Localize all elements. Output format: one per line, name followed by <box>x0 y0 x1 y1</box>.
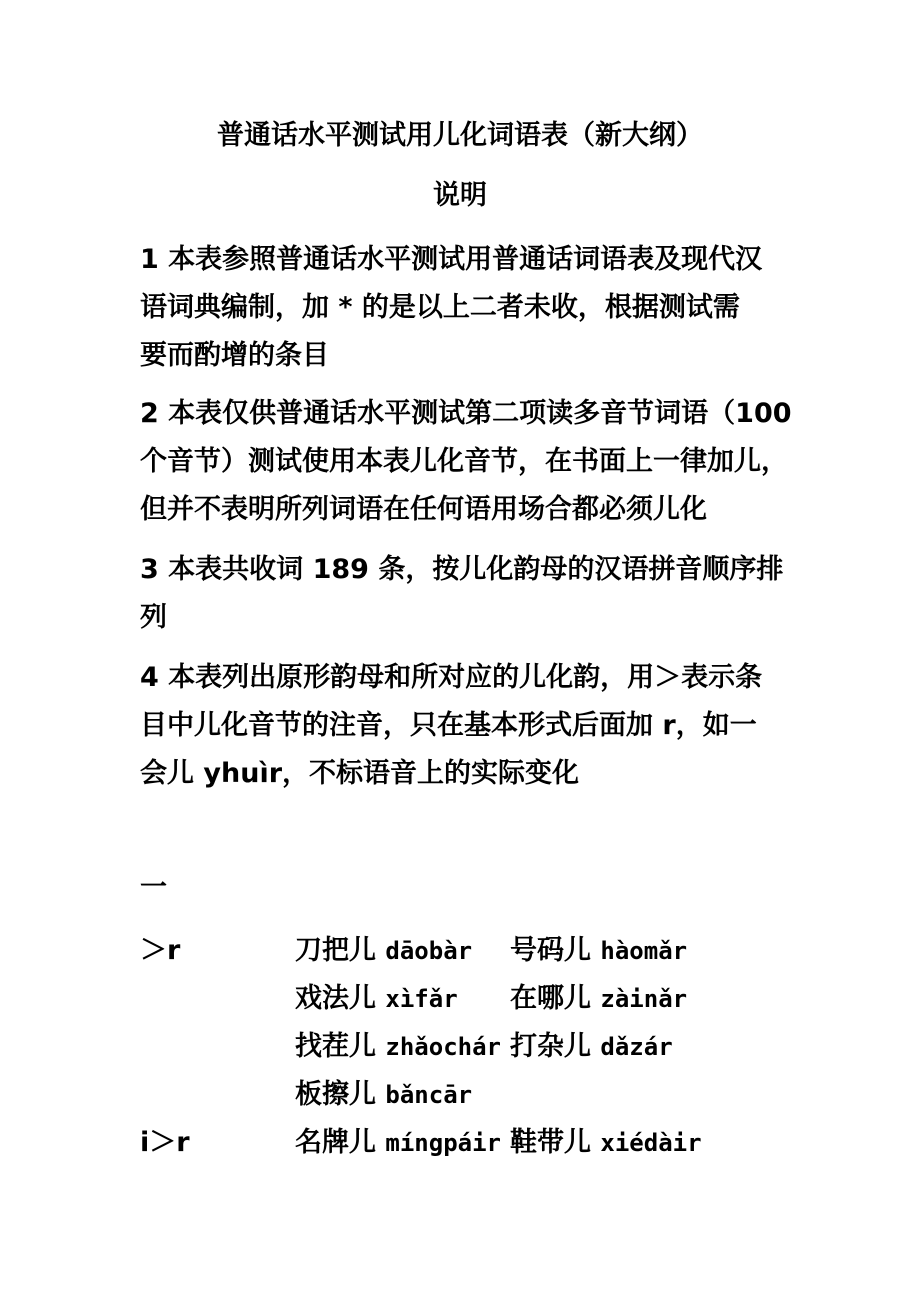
word-text: 戏法儿 <box>295 983 376 1014</box>
note-line: 语词典编制，加 * 的是以上二者未收，根据测试需 <box>140 292 740 323</box>
word-row <box>0 927 920 975</box>
final-label: ＞r <box>140 935 181 966</box>
note-line: 3 本表共收词 189 条，按儿化韵母的汉语拼音顺序排 <box>140 554 784 585</box>
word-text: 找茬儿 <box>295 1031 376 1062</box>
word-text: 名牌儿 <box>295 1127 376 1158</box>
pinyin-text: zàinǎr <box>600 985 688 1013</box>
word-text: 刀把儿 <box>295 935 376 966</box>
note-line: 2 本表仅供普通话水平测试第二项读多音节词语（100 <box>140 398 792 429</box>
pinyin-text: zhǎochár <box>385 1033 501 1061</box>
pinyin-text: dǎzár <box>600 1033 673 1061</box>
word-text: 号码儿 <box>510 935 591 966</box>
note-line: 会儿 yhuìr，不标语音上的实际变化 <box>140 758 580 789</box>
note-3 <box>140 546 790 642</box>
word-entry <box>510 1119 702 1167</box>
note-line: 1 本表参照普通话水平测试用普通话词语表及现代汉 <box>140 244 763 275</box>
word-entry <box>510 1023 673 1071</box>
word-row <box>0 1071 920 1119</box>
note-2 <box>140 390 790 534</box>
word-text: 打杂儿 <box>510 1031 591 1062</box>
pinyin-text: bǎncār <box>385 1081 473 1109</box>
word-entry <box>295 927 472 975</box>
page-subtitle: 说明 <box>433 180 487 211</box>
note-line: 目中儿化音节的注音，只在基本形式后面加 r，如一 <box>140 710 757 741</box>
pinyin-text: xìfǎr <box>385 985 458 1013</box>
pinyin-text: dāobàr <box>385 937 473 965</box>
section-heading: 一 <box>140 872 167 903</box>
note-1 <box>140 236 790 380</box>
word-text: 在哪儿 <box>510 983 591 1014</box>
note-line: 个音节）测试使用本表儿化音节，在书面上一律加儿， <box>140 446 788 477</box>
note-line: 4 本表列出原形韵母和所对应的儿化韵，用＞表示条 <box>140 662 763 693</box>
note-line: 列 <box>140 602 167 633</box>
page-title: 普通话水平测试用儿化词语表（新大纲） <box>217 120 703 151</box>
word-text: 鞋带儿 <box>510 1127 591 1158</box>
word-entry <box>295 975 458 1023</box>
word-entry <box>510 975 687 1023</box>
word-row <box>0 975 920 1023</box>
final-label: i＞r <box>140 1127 190 1158</box>
pinyin-text: míngpáir <box>385 1129 501 1157</box>
note-4 <box>140 654 790 798</box>
word-entry <box>295 1119 501 1167</box>
note-line: 但并不表明所列词语在任何语用场合都必须儿化 <box>140 494 707 525</box>
word-entry <box>510 927 687 975</box>
note-line: 要而酌增的条目 <box>140 340 329 371</box>
pinyin-text: xiédàir <box>600 1129 702 1157</box>
word-entry <box>295 1071 472 1119</box>
word-row <box>0 1119 920 1167</box>
word-row <box>0 1023 920 1071</box>
word-text: 板擦儿 <box>295 1079 376 1110</box>
word-entry <box>295 1023 501 1071</box>
pinyin-text: hàomǎr <box>600 937 688 965</box>
